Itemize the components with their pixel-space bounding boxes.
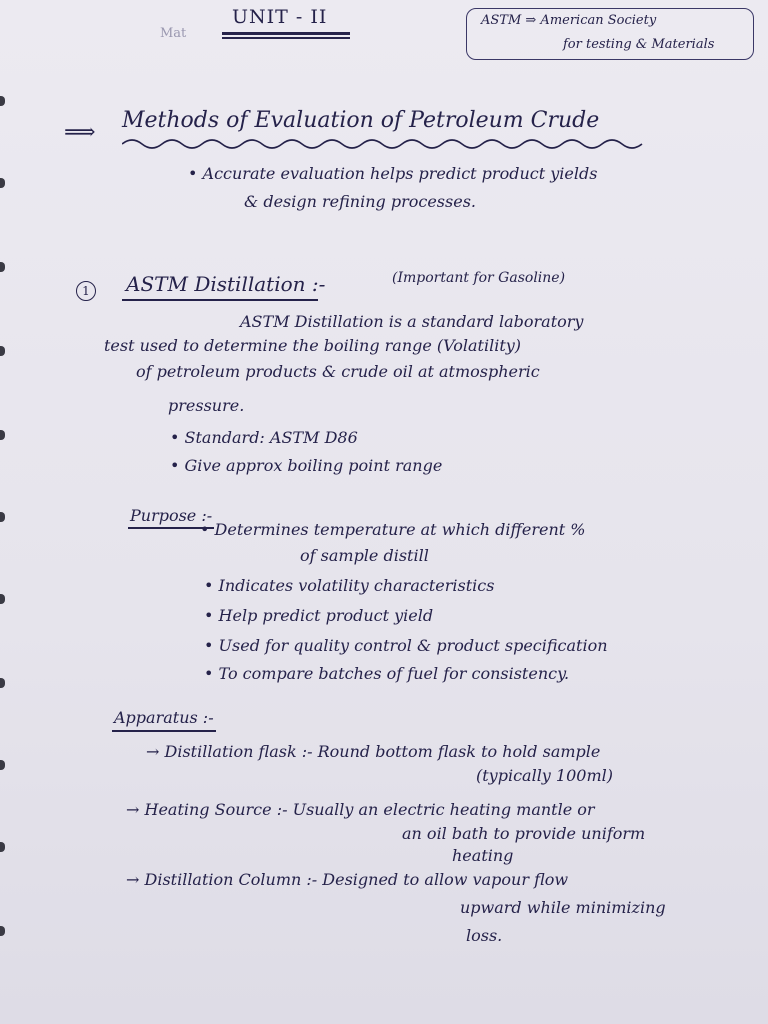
unit-title-underline-2 (222, 37, 350, 39)
purpose-item: • Indicates volatility characteristics (204, 576, 495, 595)
unit-title-underline (222, 32, 350, 35)
unit-title: UNIT - II (232, 6, 328, 28)
section1-note: (Important for Gasoline) (392, 270, 566, 286)
astm-box-line2: for testing & Materials (563, 37, 715, 52)
apparatus-flask-line1: → Distillation flask :- Round bottom flask to hold sample (146, 742, 601, 761)
intro-line2: & design refining processes. (244, 192, 476, 211)
apparatus-column-line2: upward while minimizing (460, 898, 666, 917)
purpose-item: • Used for quality control & product specification (204, 636, 608, 655)
section1-bullet1: • Standard: ASTM D86 (170, 428, 358, 447)
apparatus-heading-underline (112, 730, 216, 732)
section1-para-line1: ASTM Distillation is a standard laboratory (240, 312, 584, 331)
purpose-item: • To compare batches of fuel for consistency. (204, 664, 570, 683)
heading-wavy-underline (122, 136, 652, 152)
apparatus-flask-line2: (typically 100ml) (476, 766, 613, 785)
astm-box-line1: ASTM ⇒ American Society (481, 13, 657, 28)
purpose-item: • Help predict product yield (204, 606, 434, 625)
purpose-item: of sample distill (300, 546, 429, 565)
faint-label: Mat (160, 26, 187, 41)
heading-arrow: ⟹ (64, 120, 96, 145)
astm-definition-box (466, 8, 754, 60)
apparatus-column-line1: → Distillation Column :- Designed to allow vapour flow (126, 870, 569, 889)
section1-para-line4: pressure. (168, 396, 245, 415)
intro-line1: • Accurate evaluation helps predict product yields (188, 164, 598, 183)
section1-title: ASTM Distillation :- (126, 272, 326, 296)
apparatus-heating-line3: heating (452, 846, 514, 865)
section-number: 1 (76, 281, 96, 301)
page-margin-holes (0, 0, 10, 1024)
apparatus-column-line3: loss. (466, 926, 503, 945)
section1-para-line2: test used to determine the boiling range (Volatility) (104, 336, 522, 355)
purpose-heading: Purpose :- (130, 506, 213, 525)
section1-title-underline (122, 299, 318, 301)
apparatus-heating-line2: an oil bath to provide uniform (402, 824, 646, 843)
apparatus-heating-line1: → Heating Source :- Usually an electric heating mantle or (126, 800, 595, 819)
main-heading: Methods of Evaluation of Petroleum Crude (122, 108, 600, 133)
apparatus-heading: Apparatus :- (114, 708, 214, 727)
section1-para-line3: of petroleum products & crude oil at atmospheric (136, 362, 540, 381)
purpose-item: • Determines temperature at which different % (200, 520, 586, 539)
section1-bullet2: • Give approx boiling point range (170, 456, 443, 475)
